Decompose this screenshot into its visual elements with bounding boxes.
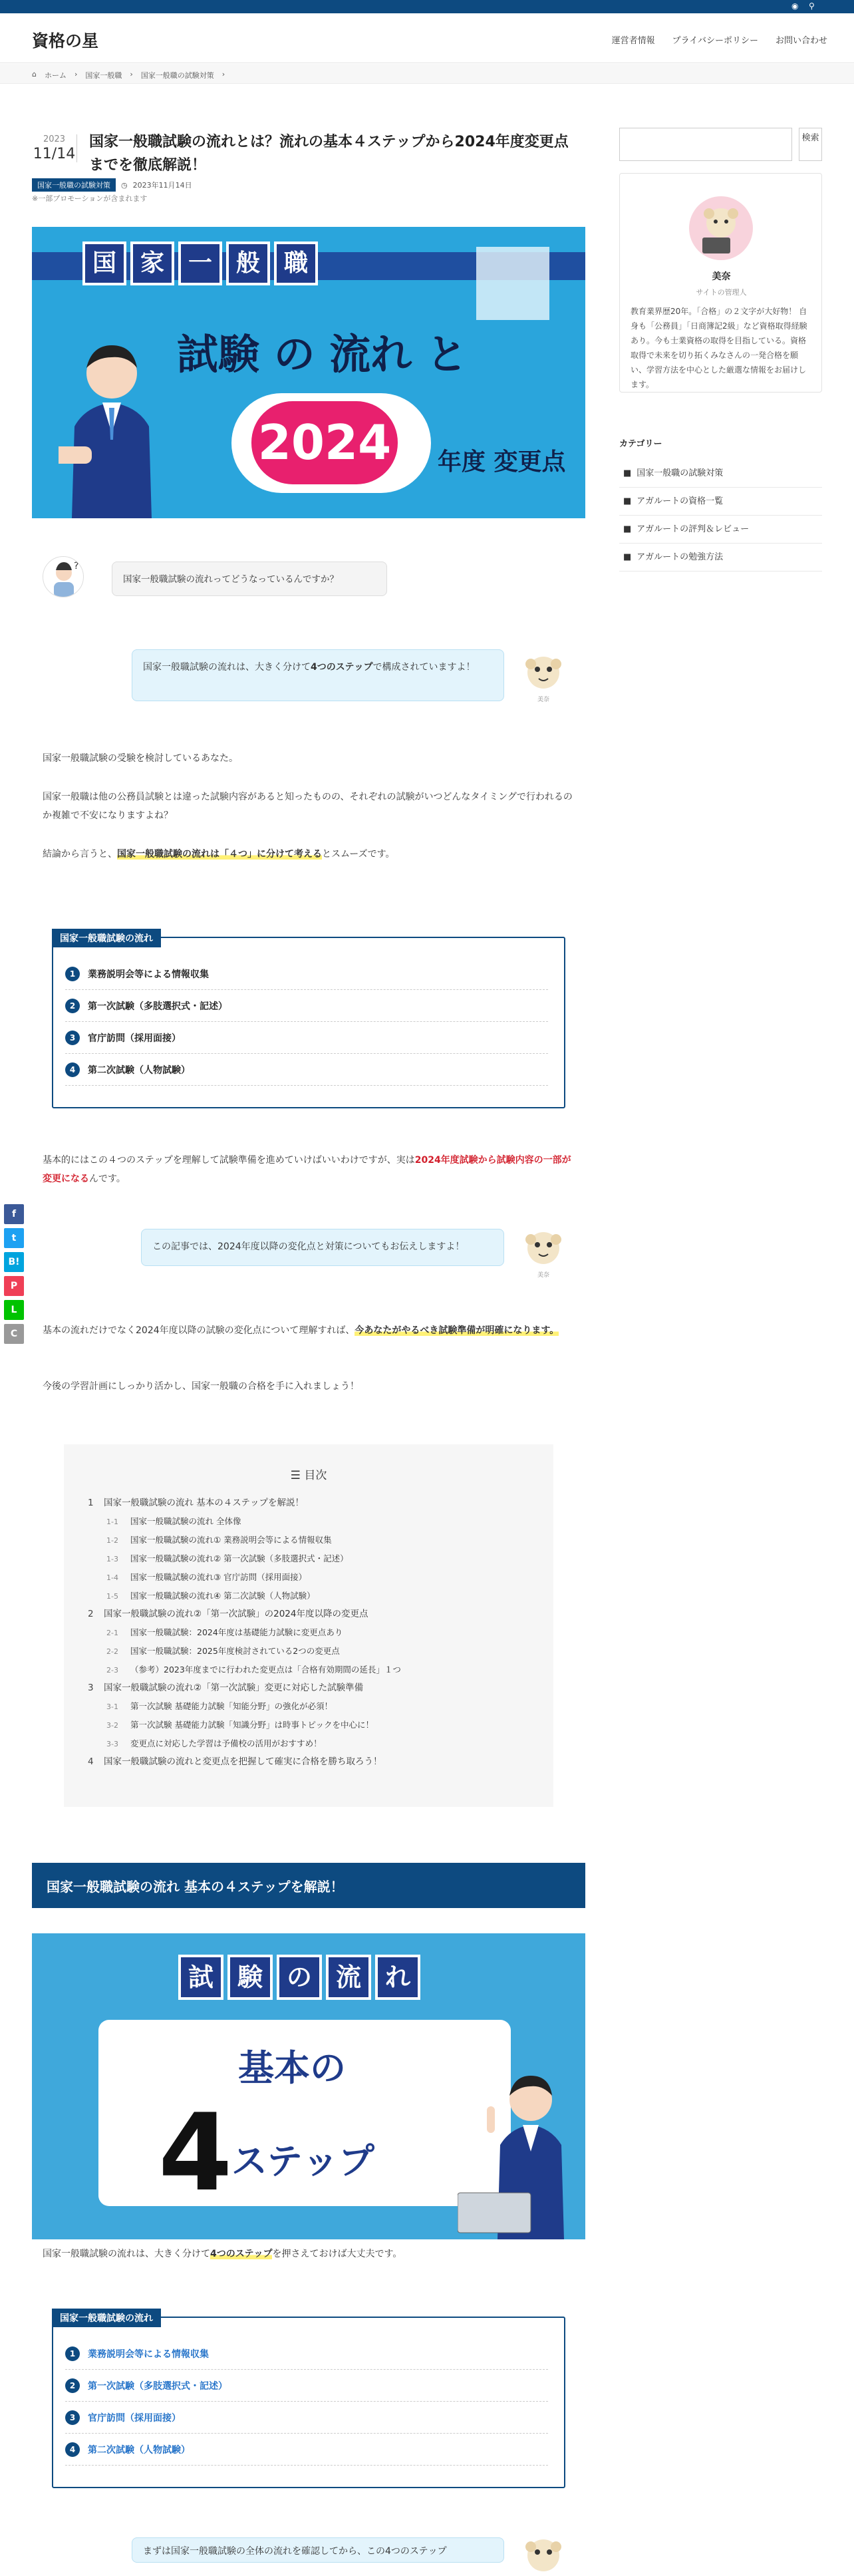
steps-paragraph — [43, 2245, 575, 2263]
text: 基本的にはこの４つのステップを理解して試験準備を進めていけばいいわけですが、実は — [43, 1155, 415, 1166]
toc-item[interactable] — [88, 1549, 533, 1568]
category-item[interactable] — [619, 516, 822, 544]
eyecatch-kokka-title — [82, 242, 318, 285]
toc-label[interactable]: 国家一般職試験：2024年度は基礎能力試験に変更点あり — [130, 1627, 343, 1637]
share-button[interactable]: C — [4, 1324, 24, 1344]
category-title: カテゴリー — [619, 439, 662, 449]
author-avatar — [523, 652, 564, 693]
toc-number: 1-4 — [106, 1573, 118, 1582]
toc-title — [64, 1466, 553, 1482]
step-number: 3 — [65, 2410, 80, 2425]
step-label[interactable]: 第一次試験（多肢選択式・記述） — [88, 2380, 227, 2392]
toc-title-text: 目次 — [304, 1469, 327, 1482]
toc-item[interactable] — [88, 1642, 533, 1661]
toc-number: 1-3 — [106, 1555, 118, 1563]
toc-label[interactable]: 国家一般職試験：2025年度検討されている2つの変更点 — [130, 1646, 340, 1656]
toc-item[interactable] — [88, 1734, 533, 1753]
benefit-paragraph — [43, 1321, 575, 1340]
toc-number: 3-2 — [106, 1721, 118, 1730]
toc-label[interactable]: 国家一般職試験の流れ 基本の４ステップを解説！ — [104, 1498, 305, 1508]
category-widget — [619, 436, 822, 571]
flow-step — [65, 958, 548, 990]
toc-item[interactable] — [88, 1753, 533, 1771]
step-number: 4 — [65, 1062, 80, 1077]
highlight-text: 4つのステップ — [210, 2249, 273, 2259]
folder-icon: ■ — [623, 468, 632, 478]
toc-item[interactable] — [88, 1623, 533, 1642]
toc-label[interactable]: 変更点に対応した学習は予備校の活用がおすすめ！ — [130, 1738, 322, 1748]
share-button[interactable]: P — [4, 1276, 24, 1296]
reader-avatar — [43, 556, 84, 597]
share-button[interactable]: f — [4, 1204, 24, 1224]
highlight-text: 今あなたがやるべき試験準備が明確になります。 — [355, 1325, 559, 1336]
search-button[interactable]: 検索 — [799, 128, 822, 161]
nav-contact[interactable]: お問い合わせ — [775, 36, 827, 46]
toc-number: 1-5 — [106, 1592, 118, 1601]
author-name: 美奈 — [537, 1272, 549, 1279]
eyecatch-char: 一 — [178, 242, 222, 285]
section-image-title — [178, 1955, 420, 2000]
clock-icon: ◷ — [121, 180, 128, 190]
flow-step-link[interactable] — [65, 2402, 548, 2434]
text: 国家一般職試験の流れは、大きく分けて — [43, 2249, 210, 2259]
toc-item[interactable] — [88, 1697, 533, 1716]
folder-icon: ■ — [623, 552, 632, 562]
flow-box — [52, 933, 565, 1108]
eyecatch-char: 験 — [227, 1955, 273, 2000]
flow-step — [65, 1054, 548, 1086]
flow-box-title: 国家一般職試験の流れ — [52, 929, 161, 947]
toc-label[interactable]: 国家一般職試験の流れ 全体像 — [130, 1516, 241, 1526]
nav-privacy[interactable]: プライバシーポリシー — [672, 36, 758, 46]
toc-item[interactable] — [88, 1605, 533, 1623]
toc-item[interactable] — [88, 1494, 533, 1512]
published-date: 2023年11月14日 — [132, 181, 192, 190]
eyecatch-char: 国 — [82, 242, 126, 285]
section-image-kihon: 基本の — [238, 2047, 346, 2089]
toc-number: 2-1 — [106, 1629, 118, 1637]
text: 基本の流れだけでなく2024年度以降の試験の変化点について理解すれば、 — [43, 1325, 355, 1336]
step-number: 1 — [65, 2346, 80, 2361]
answer-text: 国家一般職試験の流れは、大きく分けて — [143, 662, 311, 673]
folder-icon: ■ — [623, 496, 632, 506]
svg-text:?: ? — [74, 561, 79, 571]
post-year: 2023 — [43, 134, 66, 144]
toc-label[interactable]: 第一次試験 基礎能力試験「知識分野」は時事トピックを中心に！ — [130, 1720, 374, 1730]
toc-label[interactable]: 国家一般職試験の流れ② 第一次試験（多肢選択式・記述） — [130, 1553, 349, 1563]
intro-paragraph-1: 国家一般職試験の受験を検討しているあなた。 — [43, 753, 238, 764]
businessman-laptop-illustration — [458, 2066, 577, 2239]
toc-label[interactable]: （参考）2023年度までに行われた変更点は「合格有効期間の延長」１つ — [130, 1665, 401, 1675]
author-note: この記事では、2024年度以降の変化点と対策についてもお伝えしますよ！ — [141, 1229, 504, 1266]
eyecatch-line2: 年度 変更点 — [438, 448, 566, 476]
category-item[interactable] — [619, 460, 822, 488]
flow-step-link[interactable] — [65, 2370, 548, 2402]
toc-list — [64, 1482, 553, 1771]
top-bar — [0, 0, 854, 13]
reader-question: 国家一般職試験の流れってどうなっているんですか？ — [112, 562, 387, 596]
toc-item[interactable] — [88, 1679, 533, 1697]
toc-item[interactable] — [88, 1568, 533, 1587]
toc-number: 3 — [88, 1683, 94, 1693]
step-number: 2 — [65, 999, 80, 1013]
flow-box-2 — [52, 2313, 565, 2488]
eyecatch-char: 流 — [326, 1955, 371, 2000]
search-icon[interactable]: ⚲ — [809, 1, 815, 11]
toc-number: 2-3 — [106, 1666, 118, 1675]
post-title: 国家一般職試験の流れとは？流れの基本４ステップから2024年度変更点までを徹底解説！ — [89, 134, 569, 174]
text: とスムーズです。 — [322, 849, 395, 860]
toc-label[interactable]: 国家一般職試験の流れ④ 第二次試験（人物試験） — [130, 1591, 315, 1601]
rss-icon[interactable]: ◉ — [791, 1, 799, 11]
toc-number: 2-2 — [106, 1647, 118, 1656]
eyecatch-image — [32, 227, 585, 518]
intro-paragraph-2: 国家一般職は他の公務員試験とは違った試験内容があると知ったものの、それぞれの試験がいつどんなタイミングで行われるのか複雑で不安になりますよね？ — [43, 792, 573, 821]
toc-item[interactable] — [88, 1512, 533, 1531]
category-label[interactable]: アガルートの勉強方法 — [637, 552, 724, 562]
folder-icon: ■ — [623, 524, 632, 534]
answer-text: で構成されていますよ！ — [372, 662, 476, 673]
flow-step-link[interactable] — [65, 2338, 548, 2370]
post-meta — [32, 178, 192, 192]
toc-item[interactable] — [88, 1587, 533, 1605]
closing-paragraph: 今後の学習計画にしっかり活かし、国家一般職の合格を手に入れましょう！ — [43, 1381, 359, 1392]
toc-number: 2 — [88, 1609, 94, 1619]
list-icon: ☰ — [290, 1469, 301, 1482]
toc-item[interactable] — [88, 1531, 533, 1549]
share-button[interactable]: L — [4, 1300, 24, 1320]
step-label[interactable]: 第二次試験（人物試験） — [88, 2444, 190, 2456]
site-logo[interactable]: 資格の星 — [32, 31, 99, 51]
crumb-home[interactable]: ホーム — [44, 71, 67, 80]
step-label: 第二次試験（人物試験） — [88, 1064, 190, 1076]
category-label[interactable]: アガルートの評判＆レビュー — [637, 524, 750, 534]
section-image-step: ステップ — [231, 2140, 374, 2182]
step-number: 4 — [65, 2442, 80, 2457]
toc-number: 1-1 — [106, 1518, 118, 1526]
text: を押さえておけば大丈夫です。 — [272, 2249, 402, 2259]
toc-label[interactable]: 国家一般職試験の流れ②「第一次試験」変更に対応した試験準備 — [104, 1683, 364, 1693]
toc-label[interactable]: 国家一般職試験の流れ②「第一次試験」の2024年度以降の変更点 — [104, 1609, 368, 1619]
chevron-right-icon: › — [221, 70, 225, 79]
chevron-right-icon: › — [74, 70, 78, 79]
toc-number: 4 — [88, 1756, 94, 1767]
eyecatch-line1: 試験 の 流れ と — [177, 330, 468, 379]
text: 結論から言うと、 — [43, 849, 117, 860]
toc-number: 3-1 — [106, 1702, 118, 1711]
flow-step-link[interactable] — [65, 2434, 548, 2466]
author-note-partial: まずは国家一般職試験の全体の流れを確認してから、この4つのステップ — [132, 2537, 504, 2563]
toc-label[interactable]: 国家一般職試験の流れ① 業務説明会等による情報収集 — [130, 1535, 332, 1545]
toc-item[interactable] — [88, 1661, 533, 1679]
table-of-contents — [64, 1444, 553, 1807]
businessman-illustration — [59, 333, 165, 518]
author-name: 美奈 — [537, 697, 549, 703]
toc-item[interactable] — [88, 1716, 533, 1734]
profile-widget — [619, 173, 822, 393]
category-badge[interactable]: 国家一般職の試験対策 — [32, 178, 116, 192]
search-widget — [619, 128, 822, 161]
intro-paragraph-3 — [43, 845, 575, 864]
step-label: 官庁訪問（採用面接） — [88, 1033, 181, 1044]
category-item[interactable] — [619, 488, 822, 516]
author-answer — [132, 649, 504, 701]
highlight-text: 国家一般職試験の流れは「４つ」に分けて考える — [117, 849, 322, 860]
share-button[interactable]: t — [4, 1228, 24, 1248]
author-avatar — [523, 2535, 564, 2576]
toc-label[interactable]: 国家一般職試験の流れと変更点を把握して確実に合格を勝ち取ろう！ — [104, 1756, 382, 1767]
step-number: 3 — [65, 1031, 80, 1045]
eyecatch-year: 2024 — [251, 401, 398, 484]
step-label[interactable]: 業務説明会等による情報収集 — [88, 2348, 209, 2360]
step-number: 1 — [65, 967, 80, 981]
global-nav — [612, 33, 827, 46]
eyecatch-char: 家 — [130, 242, 174, 285]
profile-avatar — [689, 196, 753, 260]
post-date-box — [32, 134, 77, 162]
promotion-notice: ※一部プロモーションが含まれます — [32, 194, 148, 203]
toc-number: 1 — [88, 1498, 94, 1508]
answer-bold: 4つのステップ — [311, 662, 373, 673]
breadcrumb — [0, 64, 854, 84]
author-avatar — [523, 1227, 564, 1269]
flow-step — [65, 990, 548, 1022]
eyecatch-char: 試 — [178, 1955, 223, 2000]
text: んです。 — [89, 1174, 126, 1184]
step-label[interactable]: 官庁訪問（採用面接） — [88, 2412, 181, 2424]
category-label[interactable]: アガルートの資格一覧 — [637, 496, 724, 506]
profile-description: 教育業界歴20年。「合格」の２文字が大好物！ 自身も「公務員」「日商簿記2級」など資格取得経験あり。今も士業資格の取得を目指している。資格取得で未来を切り拓くみなさんの一発合格を願い、学習方法を中心とした厳選な情報をお届けします。 — [631, 307, 807, 389]
crumb-category[interactable]: 国家一般職 — [85, 71, 122, 80]
section-image-four: 4 — [158, 2090, 233, 2215]
chevron-right-icon: › — [130, 70, 133, 79]
section-heading: 国家一般職試験の流れ 基本の４ステップを解説！ — [32, 1860, 585, 1908]
search-input[interactable] — [619, 128, 792, 161]
eyecatch-char: 般 — [226, 242, 270, 285]
change-paragraph — [43, 1151, 575, 1188]
share-button[interactable]: B! — [4, 1252, 24, 1272]
flow-step — [65, 1022, 548, 1054]
category-item[interactable] — [619, 544, 822, 571]
profile-name: 美奈 — [712, 271, 731, 282]
profile-role: サイトの管理人 — [696, 288, 747, 297]
eyecatch-char: 職 — [274, 242, 318, 285]
home-icon: ⌂ — [32, 70, 37, 79]
step-label: 第一次試験（多肢選択式・記述） — [88, 1001, 227, 1012]
red-emphasis: 2024年度試験から試験内容の一部が変更になる — [43, 1155, 571, 1184]
eyecatch-char: の — [277, 1955, 322, 2000]
eyecatch-char: れ — [375, 1955, 420, 2000]
section-image — [32, 1933, 585, 2239]
toc-label[interactable]: 国家一般職試験の流れ③ 官庁訪問（採用面接） — [130, 1572, 307, 1582]
toc-label[interactable]: 第一次試験 基礎能力試験「知能分野」の強化が必須！ — [130, 1701, 333, 1711]
eyecatch-decoration — [476, 247, 549, 320]
nav-about[interactable]: 運営者情報 — [611, 36, 655, 46]
flow-box-title: 国家一般職試験の流れ — [52, 2309, 161, 2327]
step-number: 2 — [65, 2378, 80, 2393]
crumb-subcategory[interactable]: 国家一般職の試験対策 — [140, 71, 214, 80]
step-label: 業務説明会等による情報収集 — [88, 969, 209, 980]
site-header — [0, 13, 854, 63]
post-monthday: 11/14 — [33, 146, 76, 162]
category-label[interactable]: 国家一般職の試験対策 — [637, 468, 724, 478]
toc-number: 1-2 — [106, 1536, 118, 1545]
toc-number: 3-3 — [106, 1740, 118, 1748]
